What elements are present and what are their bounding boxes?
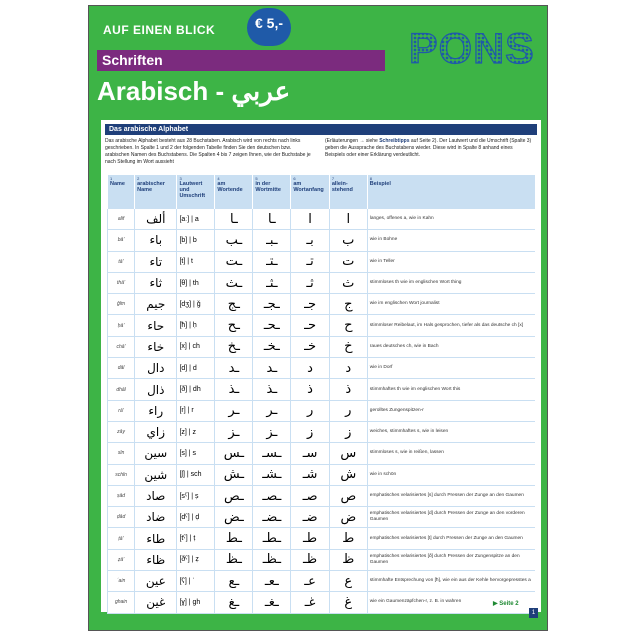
sound-value: [b] | b [177, 230, 215, 251]
example-text: langes, offenes a, wie in Kahn [367, 209, 535, 230]
form-final: ـج [215, 294, 253, 315]
example-text: emphatisches velarisiertes [d] durch Pressen der Zunge an den vorderen Gaumen [367, 507, 535, 528]
form-medial: ـضـ [253, 507, 291, 528]
form-isolated: ع [329, 571, 367, 592]
form-final: ـد [215, 358, 253, 379]
sound-value: [z] | z [177, 421, 215, 442]
section-title: Das arabische Alphabet [105, 124, 537, 135]
column-number: 2 [137, 176, 140, 181]
latin-name: rāʼ [108, 400, 135, 421]
top-label: AUF EINEN BLICK [103, 23, 216, 37]
arabic-name: خاء [135, 336, 177, 357]
table-row [108, 272, 536, 293]
table-row [108, 209, 536, 230]
form-medial: ـغـ [253, 592, 291, 613]
latin-name: bāʼ [108, 230, 135, 251]
form-final: ـغ [215, 592, 253, 613]
example-text: wie in Dorf [367, 358, 535, 379]
table-header-row [108, 175, 536, 209]
form-isolated: ث [329, 272, 367, 293]
form-initial: د [291, 358, 329, 379]
example-text: stimmloser Reibelaut, im Hals gesprochen, tiefer als das deutsche ch [x] [367, 315, 535, 336]
column-number: 7 [331, 176, 335, 181]
latin-name: schīn [108, 464, 135, 485]
form-final: ـت [215, 251, 253, 272]
form-isolated: ص [329, 485, 367, 506]
table-row [108, 592, 536, 613]
example-text: stimmloses th wie im englischen Wort thing [367, 272, 535, 293]
column-label: am Wortende [217, 181, 243, 193]
latin-name: tāʼ [108, 251, 135, 272]
form-initial: حـ [291, 315, 329, 336]
form-medial: ـسـ [253, 443, 291, 464]
latin-name: chāʼ [108, 336, 135, 357]
column-label: in der Wortmitte [255, 181, 281, 193]
form-initial: ز [291, 421, 329, 442]
form-isolated: ظ [329, 549, 367, 570]
brand-logo: PONS [409, 25, 535, 73]
arabic-name: طاء [135, 528, 177, 549]
sound-value: [aː] | a [177, 209, 215, 230]
example-text: stimmhaftes th wie im englischen Wort this [367, 379, 535, 400]
form-final: ـص [215, 485, 253, 506]
sound-value: [θ] | th [177, 272, 215, 293]
form-initial: تـ [291, 251, 329, 272]
form-isolated: ش [329, 464, 367, 485]
content-panel [101, 120, 541, 612]
form-isolated: ت [329, 251, 367, 272]
form-initial: عـ [291, 571, 329, 592]
table-row [108, 400, 536, 421]
sound-value: [ħ] | ḥ [177, 315, 215, 336]
column-label: Lautwert und Umschrift [179, 181, 206, 199]
form-initial: ر [291, 400, 329, 421]
arabic-name: زاي [135, 421, 177, 442]
table-row [108, 443, 536, 464]
form-medial: ـحـ [253, 315, 291, 336]
form-medial: ـطـ [253, 528, 291, 549]
intro-right-pre: (Erläuterungen → siehe [325, 138, 380, 144]
latin-name: ḥāʼ [108, 315, 135, 336]
latin-name: zāy [108, 421, 135, 442]
form-medial: ـجـ [253, 294, 291, 315]
form-final: ـظ [215, 549, 253, 570]
arabic-name: حاء [135, 315, 177, 336]
form-isolated: ح [329, 315, 367, 336]
latin-name: ʿain [108, 571, 135, 592]
example-text: raues deutsches ch, wie in Bach [367, 336, 535, 357]
latin-name: ghain [108, 592, 135, 613]
table-body [108, 209, 536, 613]
sound-value: [r] | r [177, 400, 215, 421]
form-medial: ـظـ [253, 549, 291, 570]
form-isolated: ب [329, 230, 367, 251]
form-initial: بـ [291, 230, 329, 251]
arabic-name: ثاء [135, 272, 177, 293]
table-row [108, 336, 536, 357]
sound-value: [t] | t [177, 251, 215, 272]
form-initial: ثـ [291, 272, 329, 293]
schreibtipps-link[interactable]: Schreibtipps [379, 138, 410, 144]
arabic-name: باء [135, 230, 177, 251]
sound-value: [sˤ] | ṣ [177, 485, 215, 506]
example-text: weiches, stimmhaftes s, wie in leisen [367, 421, 535, 442]
sound-value: [dˤ] | ḍ [177, 507, 215, 528]
form-medial: ـبـ [253, 230, 291, 251]
page-number: 1 [529, 608, 538, 618]
column-label: arabischer Name [137, 181, 165, 193]
form-medial: ـز [253, 421, 291, 442]
column-header [291, 175, 329, 209]
arabic-name: سين [135, 443, 177, 464]
form-initial: صـ [291, 485, 329, 506]
sound-value: [s] | s [177, 443, 215, 464]
example-text: wie in Bohne [367, 230, 535, 251]
example-text: wie im englischen Wort journalist [367, 294, 535, 315]
table-row [108, 528, 536, 549]
latin-name: sīn [108, 443, 135, 464]
arabic-name: ذال [135, 379, 177, 400]
form-medial: ـثـ [253, 272, 291, 293]
arabic-name: شين [135, 464, 177, 485]
sound-value: [d] | d [177, 358, 215, 379]
form-final: ـذ [215, 379, 253, 400]
latin-name: ẓāʼ [108, 549, 135, 570]
column-number: 3 [179, 176, 182, 181]
table-row [108, 294, 536, 315]
form-isolated: غ [329, 592, 367, 613]
sound-value: [ʕ] | ʿ [177, 571, 215, 592]
intro-left: Das arabische Alphabet besteht aus 28 Buchstaben. Arabisch wird von rechts nach links geschrieben. In Spalte 1 und 2 der folgenden Tabelle finden Sie den deutschen bzw. arabischen Namen des Buchstabens. Die Spalten 4 bis 7 zeigen Ihnen, wie der Buchstabe je nach Stellung im Wort aussieht [105, 138, 311, 165]
sound-value: [ðˤ] | ẓ [177, 549, 215, 570]
latin-name: alif [108, 209, 135, 230]
table-row [108, 251, 536, 272]
form-medial: ـشـ [253, 464, 291, 485]
column-number: 6 [293, 176, 296, 181]
form-final: ـب [215, 230, 253, 251]
arabic-name: عين [135, 571, 177, 592]
table-row [108, 571, 536, 592]
form-initial: ظـ [291, 549, 329, 570]
form-medial: ـخـ [253, 336, 291, 357]
example-text: wie ein Gaumenzäpfchen-r, z. B. in wahren [367, 592, 535, 613]
example-text: wie in Teller [367, 251, 535, 272]
latin-name: dhāl [108, 379, 135, 400]
next-page-link[interactable]: ▶ Seite 2 [493, 601, 519, 607]
form-medial: ـتـ [253, 251, 291, 272]
price-badge: € 5,- [247, 8, 291, 46]
form-medial: ـد [253, 358, 291, 379]
form-final: ـض [215, 507, 253, 528]
sound-value: [ɣ] | gh [177, 592, 215, 613]
form-initial: شـ [291, 464, 329, 485]
table-row [108, 485, 536, 506]
sound-value: [dʒ] | ǧ [177, 294, 215, 315]
column-label: allein-stehend [331, 181, 353, 193]
table-row [108, 421, 536, 442]
column-label: Beispiel [369, 181, 391, 187]
form-initial: طـ [291, 528, 329, 549]
form-initial: جـ [291, 294, 329, 315]
column-header [177, 175, 215, 209]
arabic-name: جيم [135, 294, 177, 315]
form-isolated: ذ [329, 379, 367, 400]
form-final: ـع [215, 571, 253, 592]
column-header [367, 175, 535, 209]
arabic-name: ألف [135, 209, 177, 230]
column-label: Name [110, 181, 125, 187]
sound-value: [ʃ] | sch [177, 464, 215, 485]
column-header [215, 175, 253, 209]
latin-name: ḍād [108, 507, 135, 528]
column-number: 8 [369, 176, 373, 181]
form-medial: ـذ [253, 379, 291, 400]
form-isolated: خ [329, 336, 367, 357]
table-row [108, 549, 536, 570]
example-text: stimmhafte Entsprechung von [ħ], wie ein aus der Kehle hervorgepresstes a [367, 571, 535, 592]
column-header [108, 175, 135, 209]
form-medial: ـعـ [253, 571, 291, 592]
intro-right [325, 138, 533, 159]
column-header [329, 175, 367, 209]
table-row [108, 379, 536, 400]
example-text: gerolltes Zungenspitzen-r [367, 400, 535, 421]
arabic-name: دال [135, 358, 177, 379]
table-row [108, 315, 536, 336]
form-final: ـس [215, 443, 253, 464]
arabic-name: ضاد [135, 507, 177, 528]
column-label: am Wortanfang [293, 181, 324, 193]
column-number: 4 [217, 176, 220, 181]
form-medial: ـصـ [253, 485, 291, 506]
form-initial: غـ [291, 592, 329, 613]
arabic-name: ظاء [135, 549, 177, 570]
intro-right-post: auf Seite 2). Der Lautwert und die Umschrift (Spalte 3) geben die Aussprache des Buchstabens wieder. Diese wird in Spalte 8 anhand eines Beispiels oder einer Erklärung verdeutlicht. [325, 138, 532, 158]
form-initial: ذ [291, 379, 329, 400]
form-isolated: س [329, 443, 367, 464]
card-page [88, 5, 548, 631]
form-initial: سـ [291, 443, 329, 464]
form-isolated: د [329, 358, 367, 379]
form-initial: ضـ [291, 507, 329, 528]
sound-value: [ð] | dh [177, 379, 215, 400]
latin-name: dāl [108, 358, 135, 379]
arabic-name: غين [135, 592, 177, 613]
table-row [108, 507, 536, 528]
column-header [253, 175, 291, 209]
example-text: wie in schön [367, 464, 535, 485]
form-isolated: ز [329, 421, 367, 442]
form-isolated: ر [329, 400, 367, 421]
form-medial: ـا [253, 209, 291, 230]
arabic-name: صاد [135, 485, 177, 506]
form-isolated: ط [329, 528, 367, 549]
example-text: stimmloses s, wie in reißen, lassen [367, 443, 535, 464]
category-bar: Schriften [97, 50, 385, 71]
latin-name: ṭāʼ [108, 528, 135, 549]
form-final: ـخ [215, 336, 253, 357]
arabic-name: تاء [135, 251, 177, 272]
form-final: ـث [215, 272, 253, 293]
form-isolated: ض [329, 507, 367, 528]
latin-name: ǧīm [108, 294, 135, 315]
form-final: ـر [215, 400, 253, 421]
form-final: ـط [215, 528, 253, 549]
form-medial: ـر [253, 400, 291, 421]
example-text: emphatisches velarisiertes [s] durch Pressen der Zunge an den Gaumen [367, 485, 535, 506]
arabic-name: راء [135, 400, 177, 421]
latin-name: thāʼ [108, 272, 135, 293]
form-initial: خـ [291, 336, 329, 357]
page-title: Arabisch - عربي [97, 76, 291, 106]
column-header [135, 175, 177, 209]
column-number: 1 [110, 176, 113, 181]
table-row [108, 230, 536, 251]
column-number: 5 [255, 176, 258, 181]
form-final: ـح [215, 315, 253, 336]
form-final: ـش [215, 464, 253, 485]
sound-value: [tˤ] | ṭ [177, 528, 215, 549]
form-final: ـا [215, 209, 253, 230]
form-isolated: ا [329, 209, 367, 230]
form-isolated: ج [329, 294, 367, 315]
alphabet-table [107, 175, 535, 614]
latin-name: ṣād [108, 485, 135, 506]
example-text: emphatisches velarisiertes [t] durch Pressen der Zunge an den Gaumen [367, 528, 535, 549]
form-initial: ا [291, 209, 329, 230]
table-row [108, 358, 536, 379]
example-text: emphatisches velarisiertes [ð] durch Pressen der Zungenspitze an den Gaumen [367, 549, 535, 570]
form-final: ـز [215, 421, 253, 442]
table-row [108, 464, 536, 485]
sound-value: [x] | ch [177, 336, 215, 357]
